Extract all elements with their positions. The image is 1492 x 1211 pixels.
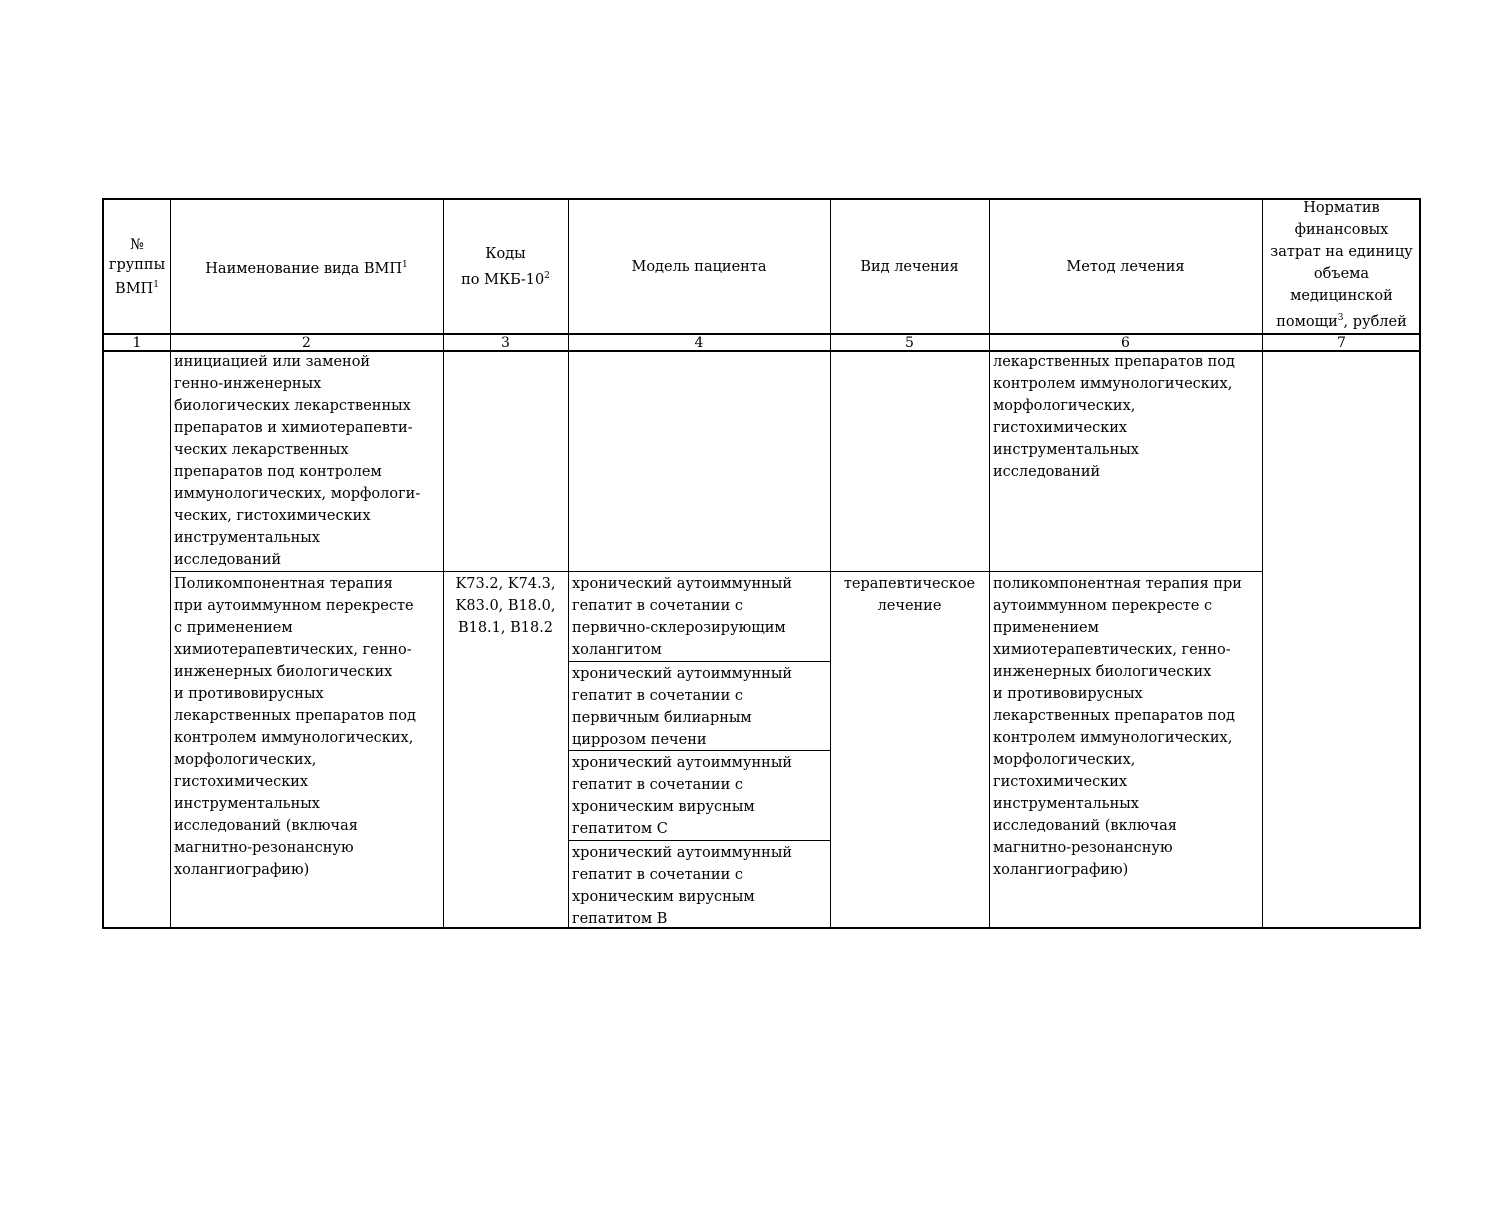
text-line: химиотерапевтических, генно-	[993, 642, 1231, 658]
text-line: ческих, гистохимических	[174, 508, 371, 524]
header-treatment-type: Вид лечения	[860, 258, 959, 275]
text-line: гепатит в сочетании с	[572, 777, 743, 793]
text-line: исследований	[174, 552, 282, 568]
row2-model-3	[572, 752, 792, 840]
text-line: инструментальных	[174, 530, 320, 546]
text-line: и противовирусных	[174, 686, 324, 702]
row2-method	[993, 573, 1242, 881]
text-line: контролем иммунологических,	[174, 730, 414, 746]
text-line: при аутоиммунном перекресте	[174, 598, 414, 614]
text-line: гепатитом B	[572, 911, 668, 927]
header-codes: Коды по МКБ-$10^2$	[461, 245, 550, 288]
text-line: хроническим вирусным	[572, 799, 755, 815]
header-patient-model: Модель пациента	[631, 258, 767, 275]
text-line: аутоиммунном перекресте с	[993, 598, 1213, 614]
text-line: хронический аутоиммунный	[572, 666, 793, 682]
row2-treatment-type	[830, 573, 989, 617]
header-group-number: № группы ВМП$^1$	[108, 236, 166, 297]
text-line: Поликомпонентная терапия	[174, 576, 393, 592]
text-line: гистохимических	[174, 774, 309, 790]
header-cost-norm: Норматив финансовых затрат на единицу объема медицинской помощи$^3$, рублей	[1270, 200, 1413, 330]
text-line: морфологических,	[993, 398, 1136, 414]
text-line: исследований (включая	[993, 818, 1177, 834]
text-line: инженерных биологических	[174, 664, 393, 680]
text-line: исследований (включая	[174, 818, 358, 834]
text-line: инженерных биологических	[993, 664, 1212, 680]
column-number: 4	[694, 335, 704, 351]
text-line: исследований	[993, 464, 1101, 480]
row2-codes	[443, 573, 568, 639]
text-line: иммунологических, морфологи-	[174, 486, 421, 502]
text-line: препаратов под контролем	[174, 464, 382, 480]
column-number: 5	[905, 335, 914, 351]
row2-name	[174, 573, 416, 881]
text-line: лекарственных препаратов под	[993, 354, 1235, 370]
text-line: первично-склерозирующим	[572, 620, 786, 636]
column-number: 6	[1121, 335, 1130, 351]
text-line: терапевтическое	[843, 576, 976, 592]
text-line: магнитно-резонансную	[174, 840, 354, 856]
text-line: генно-инженерных	[174, 376, 322, 392]
row2-model-1	[572, 573, 792, 661]
text-line: ческих лекарственных	[174, 442, 349, 458]
text-line: хроническим вирусным	[572, 889, 755, 905]
text-line: циррозом печени	[572, 732, 707, 748]
text-line: K73.2, K74.3,	[455, 576, 556, 592]
text-line: холангиографию)	[993, 862, 1129, 878]
text-line: гепатит в сочетании с	[572, 688, 743, 704]
text-line: инструментальных	[174, 796, 320, 812]
text-line: применением	[993, 620, 1099, 636]
text-line: инструментальных	[993, 442, 1139, 458]
row2-model-4	[572, 842, 792, 930]
text-line: гистохимических	[993, 774, 1128, 790]
text-line: холангитом	[572, 642, 662, 658]
text-line: биологических лекарственных	[174, 398, 411, 414]
column-number: 3	[501, 335, 510, 351]
text-line: гепатитом C	[572, 821, 668, 837]
row1-method	[993, 351, 1235, 483]
column-number: 7	[1337, 335, 1346, 351]
text-line: хронический аутоиммунный	[572, 576, 793, 592]
medical-care-table	[102, 198, 1421, 929]
text-line: с применением	[174, 620, 293, 636]
header-name: Наименование вида ВМП$^1$	[205, 259, 408, 277]
column-number: 2	[302, 335, 311, 351]
text-line: и противовирусных	[993, 686, 1143, 702]
text-line: инструментальных	[993, 796, 1139, 812]
header-treatment-method: Метод лечения	[1066, 258, 1185, 275]
text-line: хронический аутоиммунный	[572, 755, 793, 771]
text-line: лекарственных препаратов под	[993, 708, 1235, 724]
text-line: гистохимических	[993, 420, 1128, 436]
text-line: холангиографию)	[174, 862, 310, 878]
text-line: контролем иммунологических,	[993, 730, 1233, 746]
text-line: B18.1, B18.2	[457, 620, 554, 636]
text-line: инициацией или заменой	[174, 354, 371, 370]
text-line: препаратов и химиотерапевти-	[174, 420, 413, 436]
text-line: первичным билиарным	[572, 710, 752, 726]
text-line: хронический аутоиммунный	[572, 845, 793, 861]
text-line: морфологических,	[993, 752, 1136, 768]
text-line: лечение	[877, 598, 942, 614]
text-line: контролем иммунологических,	[993, 376, 1233, 392]
text-line: морфологических,	[174, 752, 317, 768]
text-line: магнитно-резонансную	[993, 840, 1173, 856]
text-line: гепатит в сочетании с	[572, 867, 743, 883]
text-line: химиотерапевтических, генно-	[174, 642, 412, 658]
row1-name	[174, 351, 420, 571]
text-line: поликомпонентная терапия при	[993, 576, 1242, 592]
text-line: K83.0, B18.0,	[455, 598, 556, 614]
text-line: лекарственных препаратов под	[174, 708, 416, 724]
row2-model-2	[572, 663, 792, 751]
text-line: гепатит в сочетании с	[572, 598, 743, 614]
column-number: 1	[132, 335, 142, 351]
